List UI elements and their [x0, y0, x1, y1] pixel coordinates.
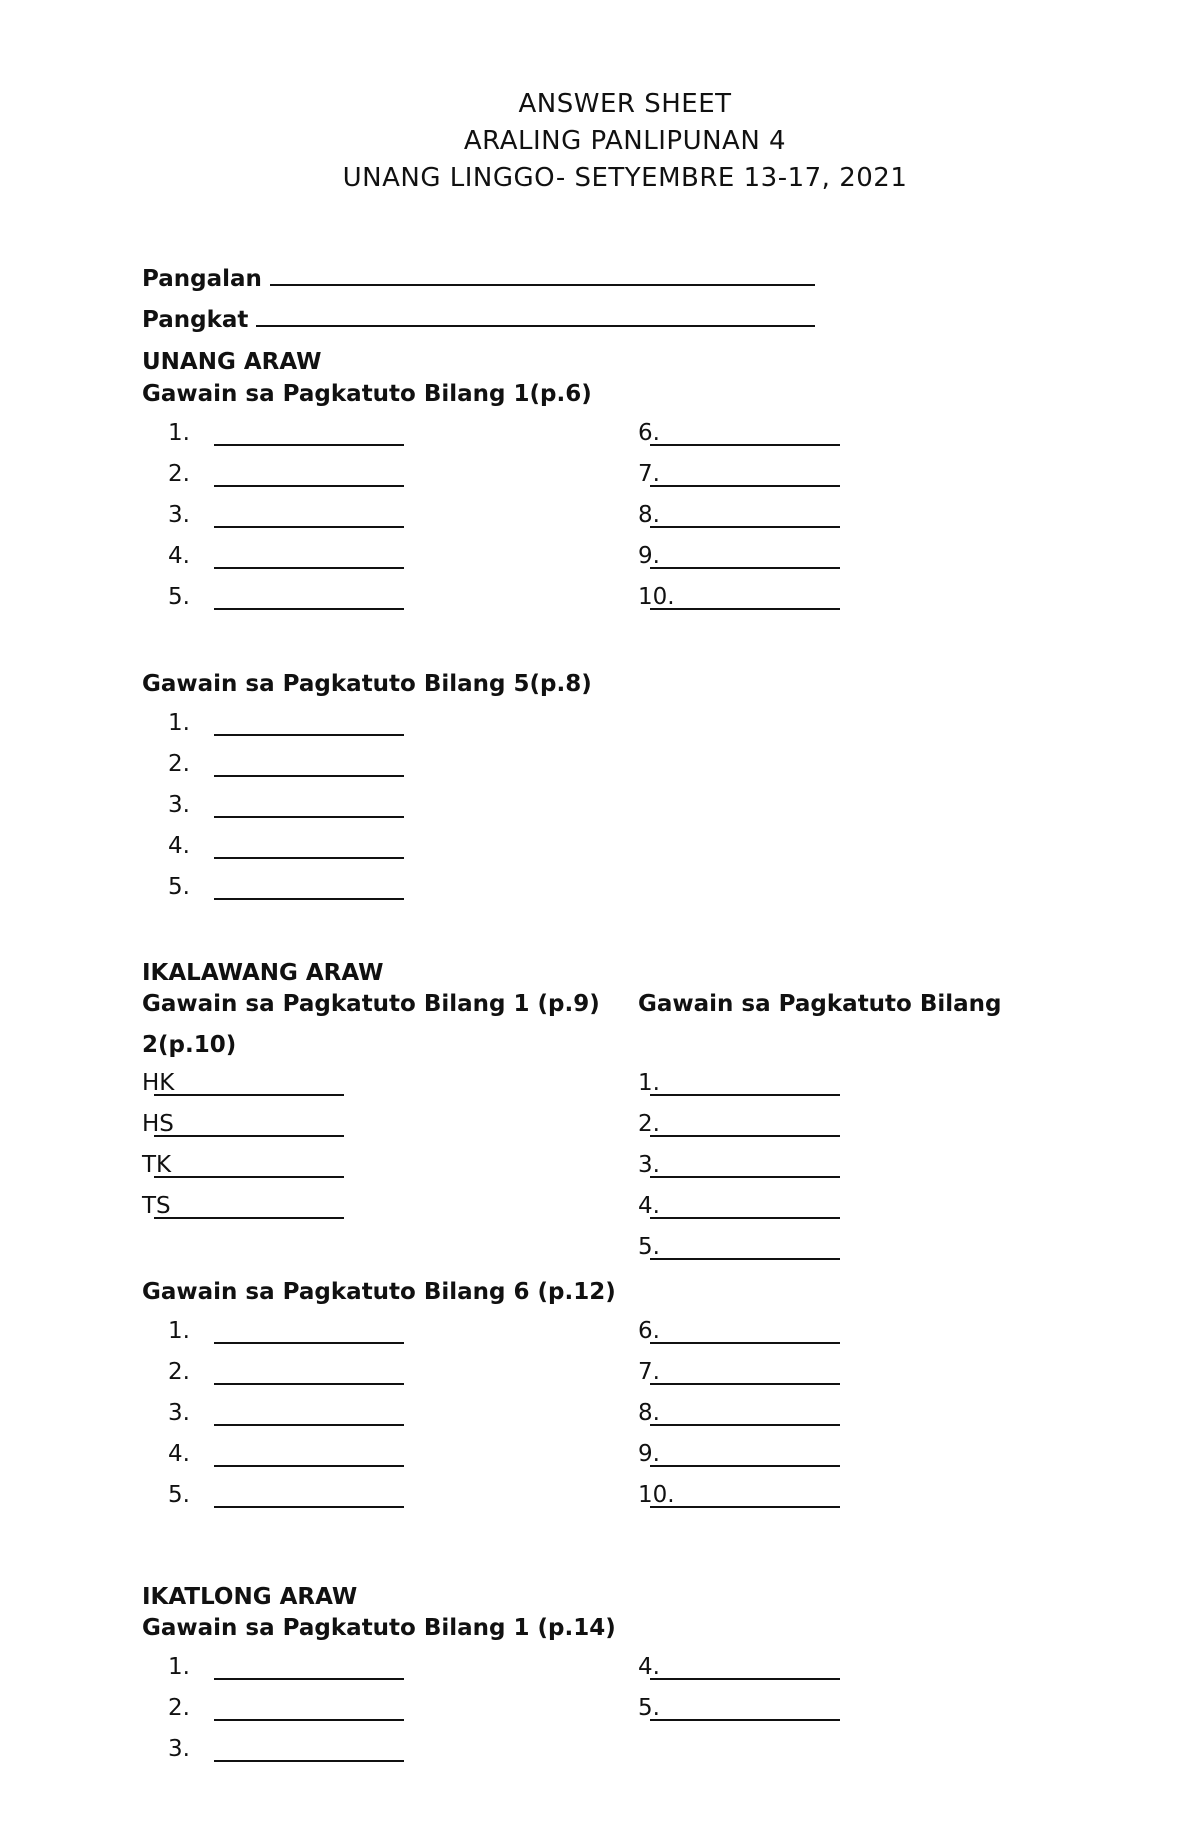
day2-act2-item: 5. — [638, 1234, 840, 1260]
day2-act2-item: 3. — [638, 1152, 840, 1178]
day1-act1-left-answer-line[interactable] — [214, 463, 404, 487]
day2-activity1-title: Gawain sa Pagkatuto Bilang 1 (p.9) — [142, 991, 600, 1017]
day3-heading: IKATLONG ARAW — [142, 1584, 358, 1610]
day2-act6-right-item: 9. — [638, 1441, 840, 1467]
day1-act5-item — [168, 874, 404, 900]
day2-act1-item: HK — [142, 1070, 344, 1096]
day3-act1-left-item-number: 3. — [168, 1736, 190, 1762]
day3-act1-left-item — [168, 1695, 404, 1721]
day2-act6-left-answer-line[interactable] — [214, 1443, 404, 1467]
day1-act1-left-item — [168, 461, 404, 487]
name-label: Pangalan — [142, 266, 262, 292]
day2-act6-left-answer-line[interactable] — [214, 1402, 404, 1426]
day3-act1-left-item — [168, 1736, 404, 1762]
section-label: Pangkat — [142, 307, 249, 333]
day2-act2-item: 4. — [638, 1193, 840, 1219]
day2-act6-right-item: 6. — [638, 1318, 840, 1344]
day2-act1-item: HS — [142, 1111, 344, 1137]
title-answer-sheet: ANSWER SHEET — [518, 89, 732, 119]
day2-act6-left-item-number: 2. — [168, 1359, 190, 1385]
day1-act1-left-item-number: 3. — [168, 502, 190, 528]
day1-act5-item — [168, 710, 404, 736]
day2-act2-item: 1. — [638, 1070, 840, 1096]
day1-act5-answer-line[interactable] — [214, 835, 404, 859]
day1-act5-answer-line[interactable] — [214, 753, 404, 777]
day3-act1-right-item: 5. — [638, 1695, 840, 1721]
day1-act5-item — [168, 833, 404, 859]
day2-act2-answer-line[interactable] — [650, 1236, 840, 1260]
day2-activity6-title: Gawain sa Pagkatuto Bilang 6 (p.12) — [142, 1279, 616, 1305]
day1-act1-left-answer-line[interactable] — [214, 586, 404, 610]
day1-act1-right-answer-line[interactable] — [650, 463, 840, 487]
day3-act1-left-answer-line[interactable] — [214, 1697, 404, 1721]
day2-act6-left-item — [168, 1318, 404, 1344]
document-header — [0, 86, 1200, 197]
day2-activity2-title: Gawain sa Pagkatuto Bilang — [638, 991, 1002, 1017]
day2-act6-right-answer-line[interactable] — [650, 1484, 840, 1508]
day3-act1-right-answer-line[interactable] — [650, 1697, 840, 1721]
day1-act1-right-item: 8. — [638, 502, 840, 528]
day2-act6-left-answer-line[interactable] — [214, 1484, 404, 1508]
day1-act5-answer-line[interactable] — [214, 712, 404, 736]
day1-act5-item — [168, 792, 404, 818]
day1-activity1-title: Gawain sa Pagkatuto Bilang 1(p.6) — [142, 381, 592, 407]
day2-act1-item: TS — [142, 1193, 344, 1219]
day1-act5-item-number: 5. — [168, 874, 190, 900]
day1-act1-left-item-number: 4. — [168, 543, 190, 569]
day2-act6-left-item-number: 3. — [168, 1400, 190, 1426]
section-field[interactable] — [142, 307, 815, 333]
day2-heading: IKALAWANG ARAW — [142, 960, 384, 986]
day2-act2-item: 2. — [638, 1111, 840, 1137]
day2-act6-left-item — [168, 1400, 404, 1426]
day1-act1-left-answer-line[interactable] — [214, 504, 404, 528]
day1-act5-item-number: 2. — [168, 751, 190, 777]
day1-act1-left-item — [168, 420, 404, 446]
day1-act5-item — [168, 751, 404, 777]
day3-act1-right-answer-line[interactable] — [650, 1656, 840, 1680]
day1-act1-right-item: 10. — [638, 584, 840, 610]
day1-act1-left-item — [168, 584, 404, 610]
day3-act1-left-item-number: 2. — [168, 1695, 190, 1721]
day2-act2-answer-line[interactable] — [650, 1195, 840, 1219]
name-field[interactable] — [142, 266, 815, 292]
day1-act5-answer-line[interactable] — [214, 876, 404, 900]
day1-act1-left-answer-line[interactable] — [214, 545, 404, 569]
day1-act5-answer-line[interactable] — [214, 794, 404, 818]
day2-act6-left-item — [168, 1441, 404, 1467]
day2-act6-right-item: 8. — [638, 1400, 840, 1426]
day3-act1-left-item — [168, 1654, 404, 1680]
day2-act1-item: TK — [142, 1152, 344, 1178]
day2-act6-left-answer-line[interactable] — [214, 1320, 404, 1344]
day2-act6-right-answer-line[interactable] — [650, 1402, 840, 1426]
day1-act1-right-answer-line[interactable] — [650, 504, 840, 528]
day1-act5-item-number: 4. — [168, 833, 190, 859]
day1-act1-right-answer-line[interactable] — [650, 586, 840, 610]
day2-act2-answer-line[interactable] — [650, 1154, 840, 1178]
day3-act1-left-item-number: 1. — [168, 1654, 190, 1680]
day2-act6-left-item-number: 4. — [168, 1441, 190, 1467]
day3-act1-left-answer-line[interactable] — [214, 1656, 404, 1680]
day2-act6-right-item: 10. — [638, 1482, 840, 1508]
day1-act1-right-item: 7. — [638, 461, 840, 487]
day3-activity1-title: Gawain sa Pagkatuto Bilang 1 (p.14) — [142, 1615, 616, 1641]
day2-act2-answer-line[interactable] — [650, 1072, 840, 1096]
day1-activity5-title: Gawain sa Pagkatuto Bilang 5(p.8) — [142, 671, 592, 697]
day2-act1-answer-line[interactable] — [154, 1072, 344, 1096]
day1-act1-right-answer-line[interactable] — [650, 545, 840, 569]
section-input-line[interactable] — [256, 307, 815, 327]
day2-act6-left-answer-line[interactable] — [214, 1361, 404, 1385]
day1-act1-left-item — [168, 543, 404, 569]
day1-act1-left-item-number: 1. — [168, 420, 190, 446]
day2-act6-right-answer-line[interactable] — [650, 1361, 840, 1385]
day1-act5-item-number: 1. — [168, 710, 190, 736]
day1-act5-item-number: 3. — [168, 792, 190, 818]
day1-heading: UNANG ARAW — [142, 349, 322, 375]
day2-act6-left-item — [168, 1482, 404, 1508]
name-input-line[interactable] — [270, 266, 815, 286]
day2-act6-right-answer-line[interactable] — [650, 1320, 840, 1344]
day2-act2-answer-line[interactable] — [650, 1113, 840, 1137]
day1-act1-left-answer-line[interactable] — [214, 422, 404, 446]
day1-act1-right-answer-line[interactable] — [650, 422, 840, 446]
day1-act1-left-item — [168, 502, 404, 528]
day1-act1-left-item-number: 5. — [168, 584, 190, 610]
day1-act1-right-item: 9. — [638, 543, 840, 569]
day2-act1-answer-line[interactable] — [154, 1154, 344, 1178]
day2-act6-left-item-number: 5. — [168, 1482, 190, 1508]
day1-act1-left-item-number: 2. — [168, 461, 190, 487]
day3-act1-left-answer-line[interactable] — [214, 1738, 404, 1762]
day2-act6-right-item: 7. — [638, 1359, 840, 1385]
day3-act1-right-item: 4. — [638, 1654, 840, 1680]
day2-act6-left-item-number: 1. — [168, 1318, 190, 1344]
title-subject: ARALING PANLIPUNAN 4 — [463, 126, 787, 156]
day2-act1-answer-line[interactable] — [154, 1195, 344, 1219]
day2-act1-answer-line[interactable] — [154, 1113, 344, 1137]
title-week-dates: UNANG LINGGO- SETYEMBRE 13-17, 2021 — [342, 163, 908, 193]
day1-act1-right-item: 6. — [638, 420, 840, 446]
day2-act6-left-item — [168, 1359, 404, 1385]
day2-act6-right-answer-line[interactable] — [650, 1443, 840, 1467]
day2-activity2-title-cont: 2(p.10) — [142, 1032, 237, 1058]
